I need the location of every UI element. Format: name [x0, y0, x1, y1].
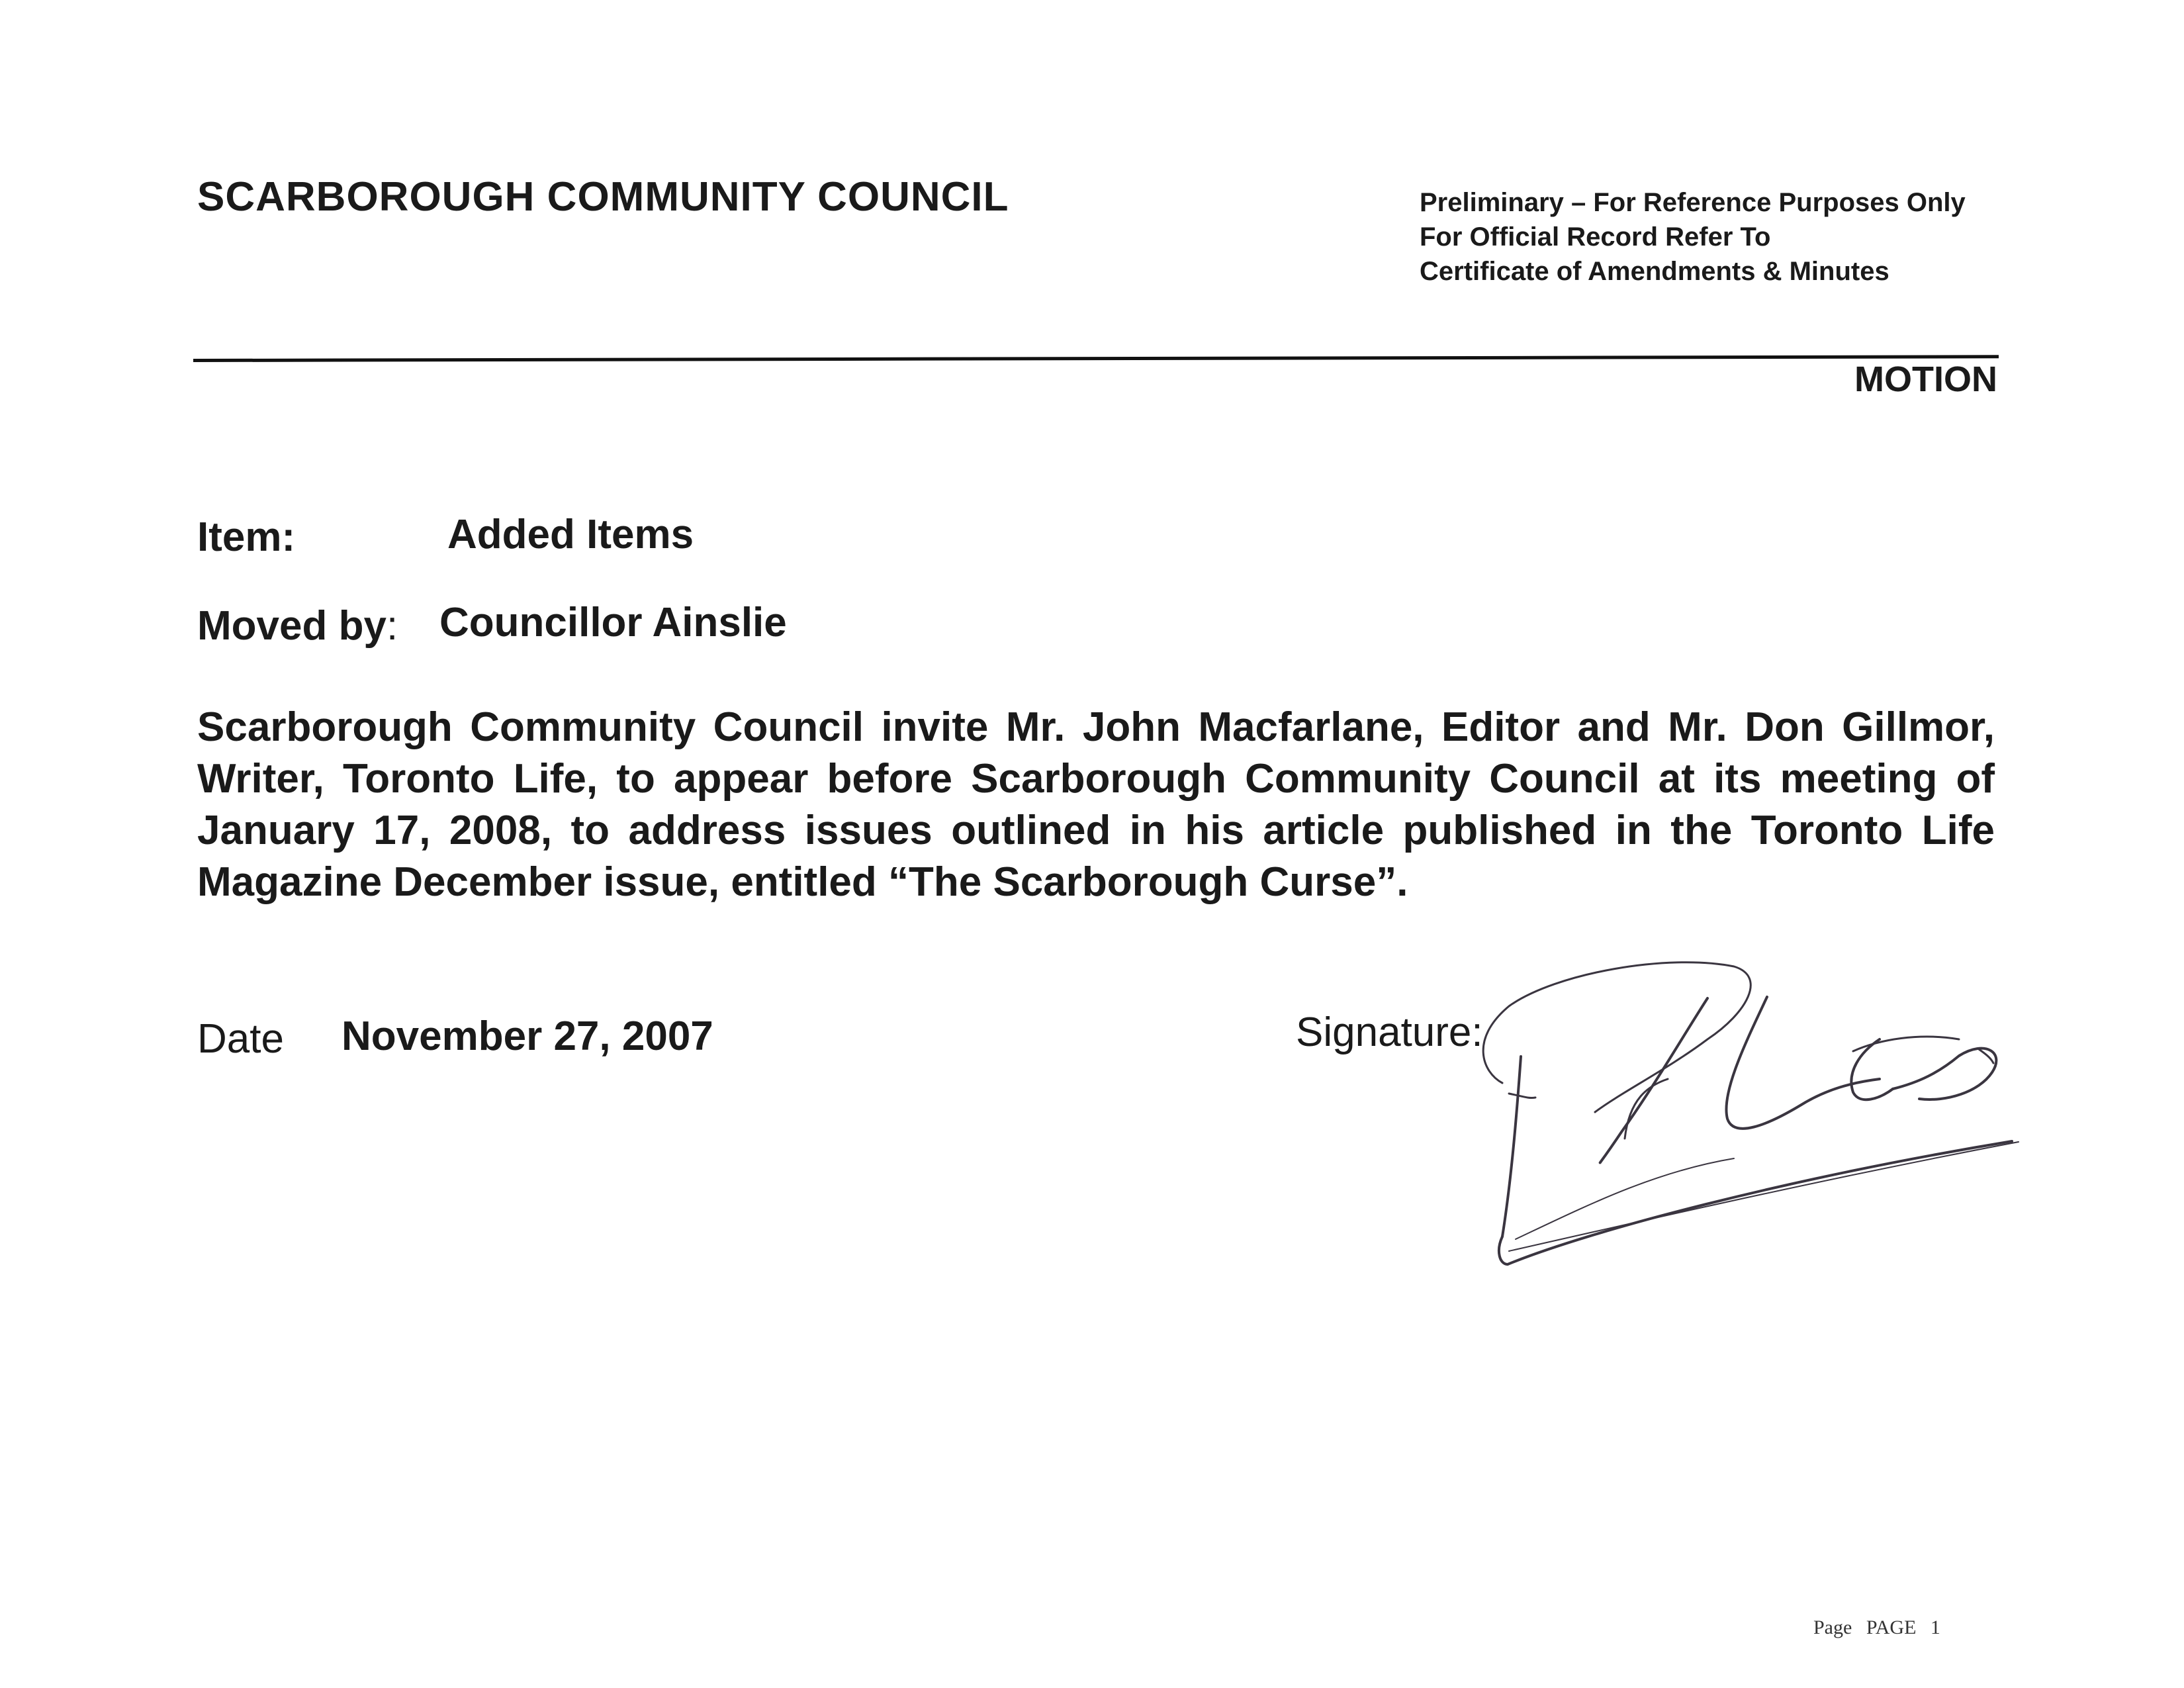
- moved-by-label: [197, 602, 398, 649]
- header-divider: [193, 355, 1999, 362]
- disclaimer-line-1: Preliminary – For Reference Purposes Only: [1420, 188, 1966, 217]
- item-label: Item:: [197, 514, 296, 560]
- council-title: SCARBOROUGH COMMUNITY COUNCIL: [197, 174, 1009, 220]
- date-label: Date: [197, 1016, 284, 1062]
- handwritten-signature: [1456, 940, 2025, 1284]
- page-number-footer: Page PAGE 1: [1813, 1617, 1940, 1638]
- disclaimer-line-2: For Official Record Refer To: [1420, 222, 1771, 252]
- signature-label: Signature:: [1296, 1009, 1483, 1055]
- disclaimer-line-3: Certificate of Amendments & Minutes: [1420, 257, 1889, 286]
- moved-by-value: Councillor Ainslie: [439, 600, 787, 645]
- motion-text: Scarborough Community Council invite Mr. John Macfarlane, Editor and Mr. Don Gillmor, Writer, Toronto Life, to appear before Scarborough Community Council at its meeting of January 17, 2008, to address issues outlined in his article published in the Toronto Life Magazine December issue, entitled “The Scarborough Curse”.: [197, 704, 1995, 905]
- moved-by-colon: :: [386, 603, 398, 649]
- item-value: Added Items: [447, 512, 694, 557]
- reference-disclaimer: [1420, 185, 1966, 289]
- document-type-label: MOTION: [1854, 359, 1997, 399]
- date-value: November 27, 2007: [341, 1013, 713, 1059]
- moved-by-label-text: Moved by: [197, 603, 387, 649]
